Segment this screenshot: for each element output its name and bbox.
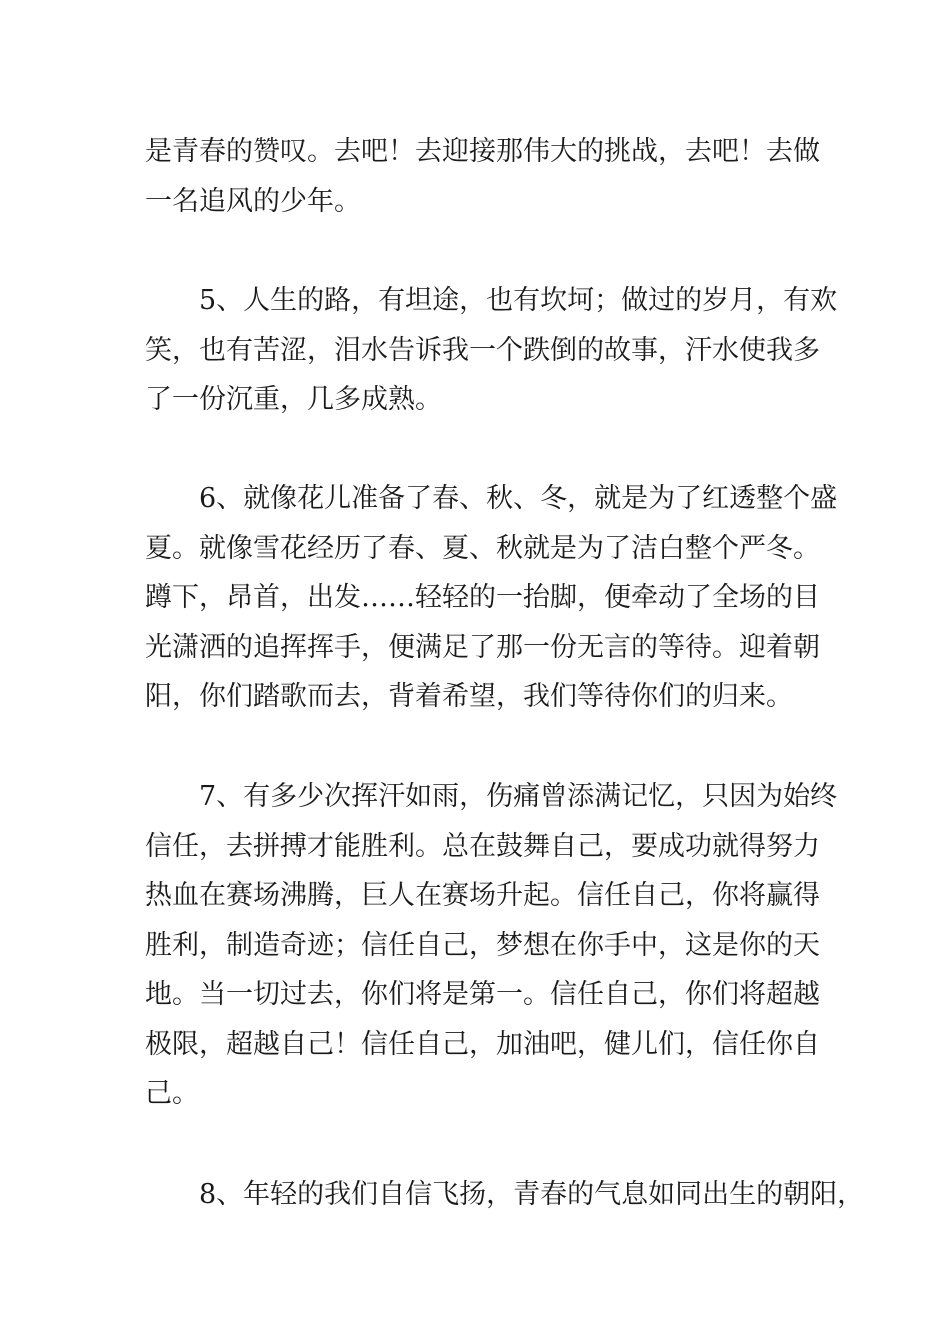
text-line: 己。 — [145, 1078, 199, 1109]
text-line: 热血在赛场沸腾，巨人在赛场升起。信任自己，你将赢得 — [145, 880, 820, 911]
paragraph-5 — [145, 276, 838, 425]
text-line: 胜利，制造奇迹；信任自己，梦想在你手中，这是你的天 — [145, 929, 820, 961]
text-line: 信任，去拼搏才能胜利。总在鼓舞自己，要成功就得努力 — [145, 830, 820, 862]
paragraph-6 — [145, 474, 838, 722]
text-line: 是青春的赞叹。去吧！去迎接那伟大的挑战，去吧！去做 — [145, 136, 820, 167]
text-line: 极限，超越自己！信任自己，加油吧，健儿们，信任你自 — [145, 1028, 820, 1060]
text-line: 光潇洒的追挥挥手，便满足了那一份无言的等待。迎着朝 — [145, 631, 820, 663]
text-line: 一名追风的少年。 — [145, 185, 361, 217]
paragraph-8 — [145, 1170, 865, 1220]
text-line: 笑，也有苦涩，泪水告诉我一个跌倒的故事，汗水使我多 — [145, 334, 820, 366]
paragraph-continuation — [145, 127, 835, 226]
text-line: 蹲下，昂首，出发……轻轻的一抬脚，便牵动了全场的目 — [145, 582, 820, 613]
text-line: 地。当一切过去，你们将是第一。信任自己，你们将超越 — [145, 979, 820, 1010]
text-line: 8、年轻的我们自信飞扬，青春的气息如同出生的朝阳， — [199, 1179, 865, 1210]
text-line: 7、有多少次挥汗如雨，伤痛曾添满记忆，只因为始终 — [199, 781, 838, 812]
paragraph-7 — [145, 772, 838, 1119]
text-line: 了一份沉重，几多成熟。 — [145, 384, 442, 415]
text-line: 6、就像花儿准备了春、秋、冬，就是为了红透整个盛 — [199, 483, 838, 514]
text-line: 5、人生的路，有坦途，也有坎坷；做过的岁月，有欢 — [199, 285, 838, 316]
text-line: 阳，你们踏歌而去，背着希望，我们等待你们的归来。 — [145, 681, 793, 712]
text-line: 夏。就像雪花经历了春、夏、秋就是为了洁白整个严冬。 — [145, 532, 820, 564]
